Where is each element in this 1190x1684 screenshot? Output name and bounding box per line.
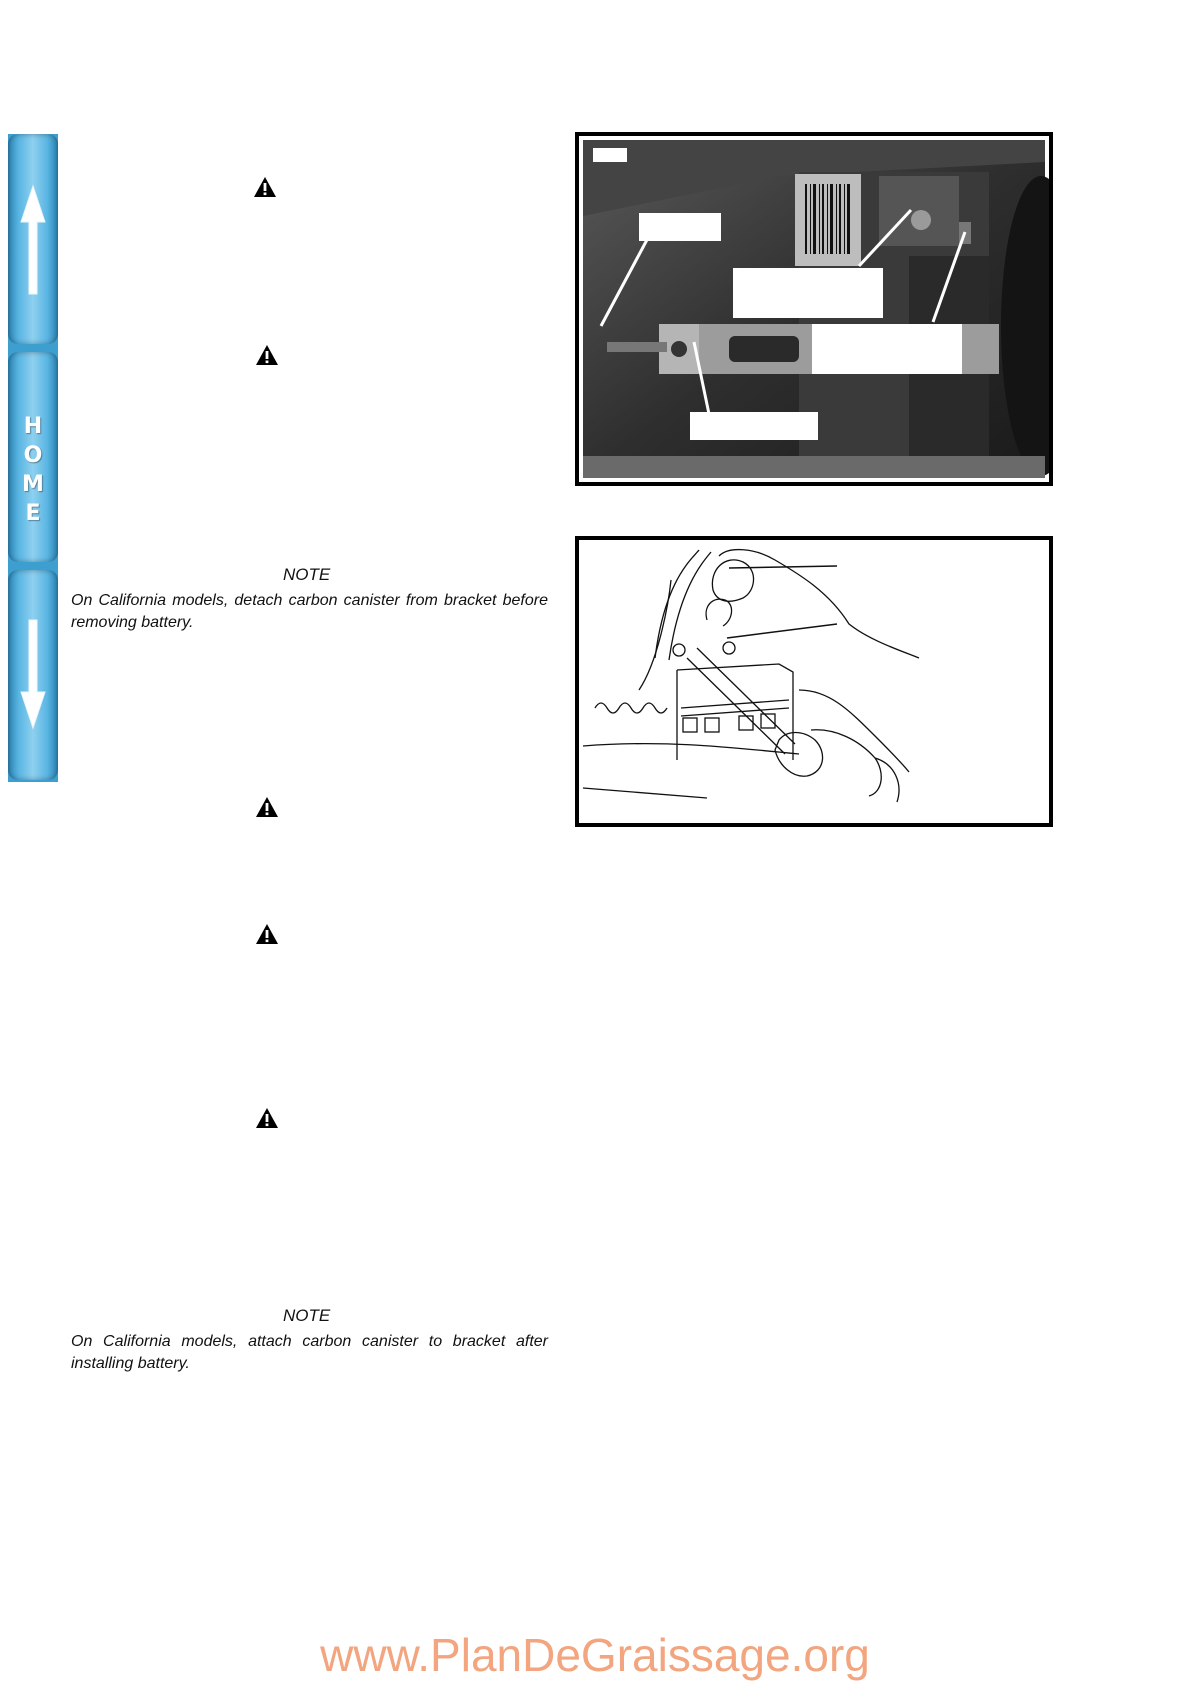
home-letter-m: M — [22, 472, 44, 497]
home-letter-o: O — [23, 443, 43, 468]
warning-icon — [255, 923, 279, 945]
previous-page-button[interactable] — [8, 134, 58, 344]
next-page-button[interactable] — [8, 570, 58, 780]
note-title-1: NOTE — [283, 565, 331, 584]
warning-icon — [255, 344, 279, 366]
home-letter-e: E — [25, 501, 41, 526]
terminal-drawing-figure — [575, 536, 1053, 827]
battery-photo — [579, 136, 1049, 482]
home-button[interactable] — [8, 352, 58, 562]
battery-photo-figure — [575, 132, 1053, 486]
note-title-2: NOTE — [283, 1306, 331, 1325]
terminal-drawing — [579, 540, 1049, 823]
arrow-down-icon — [8, 570, 58, 780]
side-navigation — [8, 134, 58, 782]
warning-icon — [255, 796, 279, 818]
note-text-2: On California models, attach carbon canister to bracket after installing battery. — [71, 1333, 548, 1372]
warning-icon — [255, 1107, 279, 1129]
warning-icon — [253, 176, 277, 198]
watermark-link[interactable]: www.PlanDeGraissage.org — [320, 1629, 870, 1681]
note-text-1: On California models, detach carbon canister from bracket before removing battery. — [71, 592, 548, 631]
home-letter-h: H — [23, 414, 43, 439]
arrow-up-icon — [8, 134, 58, 344]
home-label — [20, 412, 46, 528]
